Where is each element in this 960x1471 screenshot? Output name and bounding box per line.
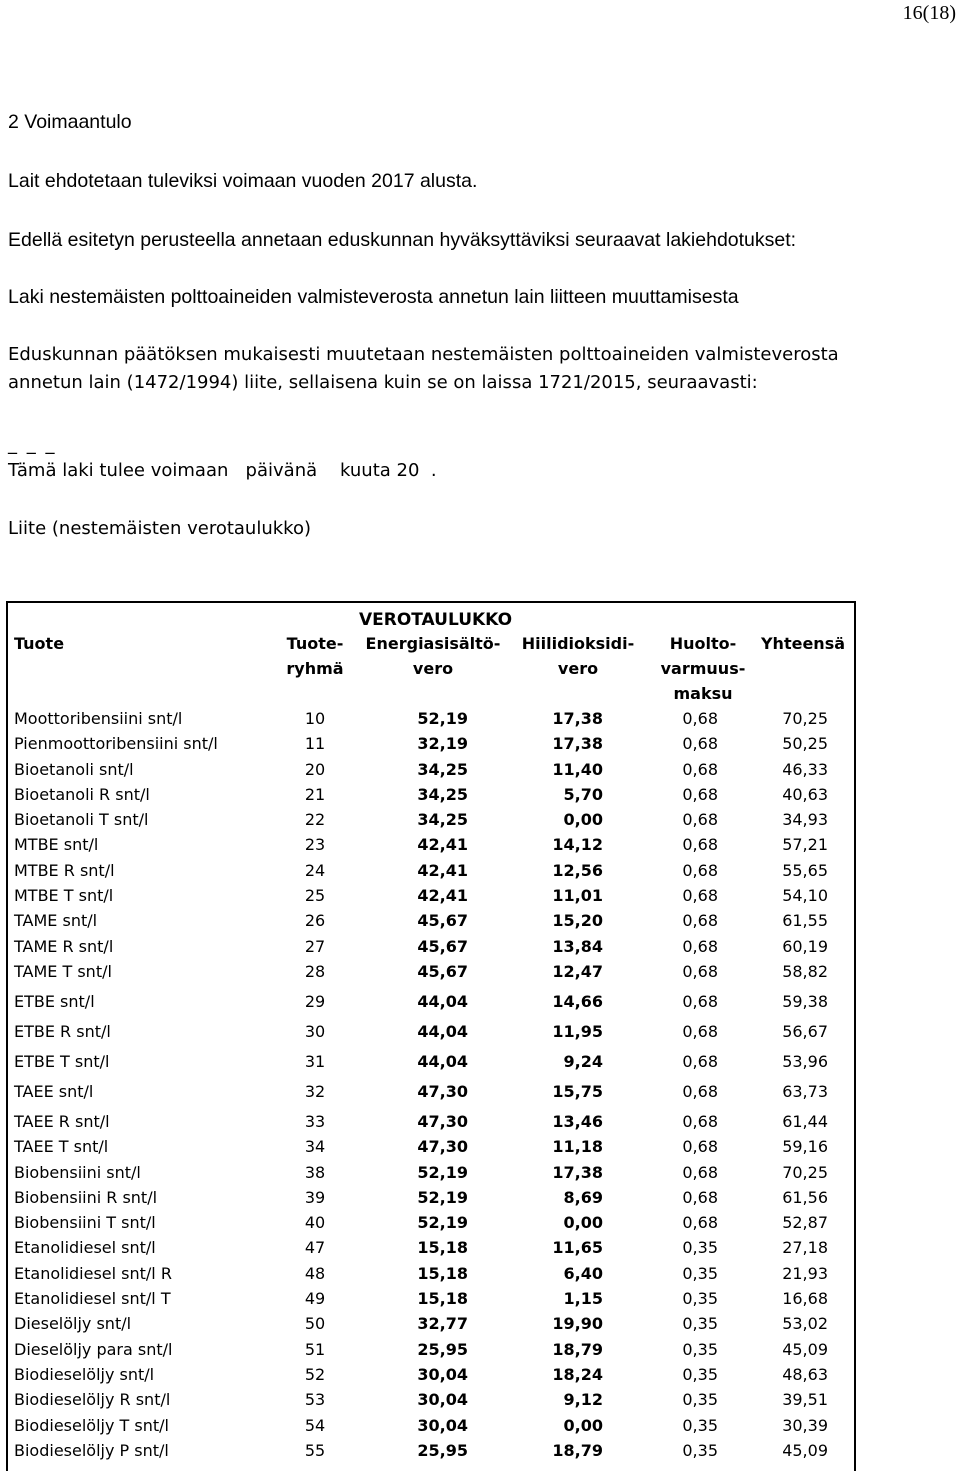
co2-tax-cell: 15,75 bbox=[552, 1082, 603, 1101]
total-cell: 59,16 bbox=[782, 1137, 828, 1156]
group-cell: 20 bbox=[304, 760, 326, 779]
total-cell: 53,02 bbox=[782, 1314, 828, 1333]
group-cell: 50 bbox=[304, 1314, 326, 1333]
supply-fee-cell: 0,68 bbox=[682, 709, 718, 728]
table-row bbox=[8, 1110, 858, 1134]
co2-tax-cell: 11,40 bbox=[552, 760, 603, 779]
product-cell: Biobensiini T snt/l bbox=[14, 1213, 156, 1232]
co2-tax-cell: 9,12 bbox=[563, 1390, 603, 1409]
supply-fee-cell: 0,68 bbox=[682, 937, 718, 956]
group-cell: 40 bbox=[304, 1213, 326, 1232]
total-cell: 30,39 bbox=[782, 1416, 828, 1435]
total-cell: 50,25 bbox=[782, 734, 828, 753]
energy-tax-cell: 45,67 bbox=[417, 962, 468, 981]
energy-tax-cell: 15,18 bbox=[417, 1238, 468, 1257]
energy-tax-cell: 15,18 bbox=[417, 1289, 468, 1308]
product-cell: TAME T snt/l bbox=[14, 962, 112, 981]
table-row bbox=[8, 909, 858, 933]
energy-tax-cell: 47,30 bbox=[417, 1137, 468, 1156]
co2-tax-cell: 0,00 bbox=[563, 1416, 603, 1435]
supply-fee-cell: 0,68 bbox=[682, 992, 718, 1011]
product-cell: Etanolidiesel snt/l R bbox=[14, 1264, 172, 1283]
product-cell: Etanolidiesel snt/l bbox=[14, 1238, 156, 1257]
energy-tax-cell: 32,19 bbox=[417, 734, 468, 753]
co2-tax-cell: 8,69 bbox=[563, 1188, 603, 1207]
product-cell: TAME R snt/l bbox=[14, 937, 114, 956]
product-cell: MTBE T snt/l bbox=[14, 886, 114, 905]
table-row bbox=[8, 1439, 858, 1463]
co2-tax-cell: 9,24 bbox=[563, 1052, 603, 1071]
table-row bbox=[8, 783, 858, 807]
product-cell: Dieselöljy snt/l bbox=[14, 1314, 132, 1333]
supply-fee-cell: 0,68 bbox=[682, 1052, 718, 1071]
group-cell: 28 bbox=[304, 962, 326, 981]
table-row bbox=[8, 1414, 858, 1438]
header-product: Tuote bbox=[14, 634, 65, 653]
product-cell: TAEE snt/l bbox=[14, 1082, 94, 1101]
supply-fee-cell: 0,35 bbox=[682, 1314, 718, 1333]
total-cell: 53,96 bbox=[782, 1052, 828, 1071]
energy-tax-cell: 32,77 bbox=[417, 1314, 468, 1333]
product-cell: Etanolidiesel snt/l T bbox=[14, 1289, 171, 1308]
supply-fee-cell: 0,68 bbox=[682, 861, 718, 880]
group-cell: 54 bbox=[304, 1416, 326, 1435]
table-title: VEROTAULUKKO bbox=[358, 610, 513, 630]
table-row bbox=[8, 990, 858, 1014]
product-cell: Biodieselöljy snt/l bbox=[14, 1365, 155, 1384]
total-cell: 27,18 bbox=[782, 1238, 828, 1257]
co2-tax-cell: 0,00 bbox=[563, 810, 603, 829]
header-supply-line-2: varmuus- bbox=[660, 659, 746, 678]
product-cell: Bioetanoli snt/l bbox=[14, 760, 134, 779]
entry-into-force: Tämä laki tulee voimaan päivänä kuuta 20 . bbox=[8, 460, 437, 481]
table-row bbox=[8, 1186, 858, 1210]
co2-tax-cell: 17,38 bbox=[552, 734, 603, 753]
total-cell: 70,25 bbox=[782, 709, 828, 728]
co2-tax-cell: 18,79 bbox=[552, 1441, 603, 1460]
energy-tax-cell: 34,25 bbox=[417, 785, 468, 804]
table-row bbox=[8, 707, 858, 731]
product-cell: TAEE R snt/l bbox=[14, 1112, 110, 1131]
energy-tax-cell: 34,25 bbox=[417, 810, 468, 829]
energy-tax-cell: 44,04 bbox=[417, 992, 468, 1011]
total-cell: 48,63 bbox=[782, 1365, 828, 1384]
total-cell: 16,68 bbox=[782, 1289, 828, 1308]
energy-tax-cell: 42,41 bbox=[417, 861, 468, 880]
product-cell: ETBE snt/l bbox=[14, 992, 95, 1011]
section-heading: 2 Voimaantulo bbox=[8, 111, 132, 133]
co2-tax-cell: 11,01 bbox=[552, 886, 603, 905]
table-row bbox=[8, 1211, 858, 1235]
law-title: Laki nestemäisten polttoaineiden valmisteverosta annetun lain liitteen muuttamisesta bbox=[8, 286, 739, 308]
supply-fee-cell: 0,68 bbox=[682, 810, 718, 829]
separator: _ _ _ bbox=[8, 434, 57, 455]
header-co2-line-1: Hiilidioksidi- bbox=[521, 634, 635, 653]
total-cell: 56,67 bbox=[782, 1022, 828, 1041]
table-row bbox=[8, 935, 858, 959]
group-cell: 55 bbox=[304, 1441, 326, 1460]
header-supply-line-1: Huolto- bbox=[669, 634, 737, 653]
energy-tax-cell: 42,41 bbox=[417, 835, 468, 854]
total-cell: 59,38 bbox=[782, 992, 828, 1011]
table-row bbox=[8, 732, 858, 756]
total-cell: 63,73 bbox=[782, 1082, 828, 1101]
energy-tax-cell: 52,19 bbox=[417, 709, 468, 728]
product-cell: Bioetanoli R snt/l bbox=[14, 785, 150, 804]
supply-fee-cell: 0,68 bbox=[682, 1137, 718, 1156]
product-cell: Dieselöljy para snt/l bbox=[14, 1340, 173, 1359]
product-cell: ETBE T snt/l bbox=[14, 1052, 110, 1071]
table-row bbox=[8, 1020, 858, 1044]
co2-tax-cell: 12,47 bbox=[552, 962, 603, 981]
energy-tax-cell: 47,30 bbox=[417, 1082, 468, 1101]
table-row bbox=[8, 758, 858, 782]
co2-tax-cell: 18,79 bbox=[552, 1340, 603, 1359]
total-cell: 61,55 bbox=[782, 911, 828, 930]
total-cell: 52,87 bbox=[782, 1213, 828, 1232]
co2-tax-cell: 11,65 bbox=[552, 1238, 603, 1257]
co2-tax-cell: 14,66 bbox=[552, 992, 603, 1011]
group-cell: 21 bbox=[304, 785, 326, 804]
co2-tax-cell: 1,15 bbox=[563, 1289, 603, 1308]
co2-tax-cell: 17,38 bbox=[552, 709, 603, 728]
group-cell: 26 bbox=[304, 911, 326, 930]
group-cell: 39 bbox=[304, 1188, 326, 1207]
group-cell: 29 bbox=[304, 992, 326, 1011]
decision-paragraph-line-1: Eduskunnan päätöksen mukaisesti muutetaan nestemäisten polttoaineiden valmisteverosta bbox=[8, 344, 839, 365]
product-cell: TAEE T snt/l bbox=[14, 1137, 109, 1156]
table-row bbox=[8, 1262, 858, 1286]
supply-fee-cell: 0,35 bbox=[682, 1340, 718, 1359]
table-row bbox=[8, 1050, 858, 1074]
supply-fee-cell: 0,35 bbox=[682, 1264, 718, 1283]
supply-fee-cell: 0,68 bbox=[682, 1022, 718, 1041]
supply-fee-cell: 0,68 bbox=[682, 760, 718, 779]
product-cell: TAME snt/l bbox=[14, 911, 98, 930]
supply-fee-cell: 0,68 bbox=[682, 1163, 718, 1182]
co2-tax-cell: 6,40 bbox=[563, 1264, 603, 1283]
group-cell: 38 bbox=[304, 1163, 326, 1182]
table-row bbox=[8, 1312, 858, 1336]
co2-tax-cell: 19,90 bbox=[552, 1314, 603, 1333]
total-cell: 45,09 bbox=[782, 1441, 828, 1460]
group-cell: 11 bbox=[304, 734, 326, 753]
table-row bbox=[8, 1363, 858, 1387]
product-cell: Moottoribensiini snt/l bbox=[14, 709, 183, 728]
energy-tax-cell: 45,67 bbox=[417, 911, 468, 930]
energy-tax-cell: 42,41 bbox=[417, 886, 468, 905]
total-cell: 55,65 bbox=[782, 861, 828, 880]
product-cell: MTBE R snt/l bbox=[14, 861, 115, 880]
group-cell: 32 bbox=[304, 1082, 326, 1101]
total-cell: 39,51 bbox=[782, 1390, 828, 1409]
supply-fee-cell: 0,68 bbox=[682, 911, 718, 930]
total-cell: 70,25 bbox=[782, 1163, 828, 1182]
supply-fee-cell: 0,35 bbox=[682, 1365, 718, 1384]
supply-fee-cell: 0,68 bbox=[682, 1188, 718, 1207]
total-cell: 60,19 bbox=[782, 937, 828, 956]
supply-fee-cell: 0,35 bbox=[682, 1441, 718, 1460]
energy-tax-cell: 44,04 bbox=[417, 1022, 468, 1041]
total-cell: 57,21 bbox=[782, 835, 828, 854]
group-cell: 49 bbox=[304, 1289, 326, 1308]
header-total: Yhteensä bbox=[760, 634, 846, 653]
table-row bbox=[8, 960, 858, 984]
co2-tax-cell: 15,20 bbox=[552, 911, 603, 930]
appendix-title: Liite (nestemäisten verotaulukko) bbox=[8, 518, 311, 539]
table-row bbox=[8, 859, 858, 883]
total-cell: 46,33 bbox=[782, 760, 828, 779]
group-cell: 53 bbox=[304, 1390, 326, 1409]
group-cell: 24 bbox=[304, 861, 326, 880]
tax-table bbox=[6, 601, 856, 1471]
supply-fee-cell: 0,68 bbox=[682, 886, 718, 905]
header-supply-line-3: maksu bbox=[673, 684, 733, 703]
table-row bbox=[8, 1135, 858, 1159]
group-cell: 34 bbox=[304, 1137, 326, 1156]
energy-tax-cell: 34,25 bbox=[417, 760, 468, 779]
table-row bbox=[8, 833, 858, 857]
energy-tax-cell: 52,19 bbox=[417, 1188, 468, 1207]
table-row bbox=[8, 1338, 858, 1362]
total-cell: 58,82 bbox=[782, 962, 828, 981]
group-cell: 51 bbox=[304, 1340, 326, 1359]
energy-tax-cell: 15,18 bbox=[417, 1264, 468, 1283]
product-cell: Biodieselöljy P snt/l bbox=[14, 1441, 169, 1460]
supply-fee-cell: 0,68 bbox=[682, 1082, 718, 1101]
energy-tax-cell: 47,30 bbox=[417, 1112, 468, 1131]
co2-tax-cell: 5,70 bbox=[563, 785, 603, 804]
energy-tax-cell: 25,95 bbox=[417, 1340, 468, 1359]
supply-fee-cell: 0,68 bbox=[682, 734, 718, 753]
supply-fee-cell: 0,68 bbox=[682, 835, 718, 854]
header-group-line-2: ryhmä bbox=[286, 659, 344, 678]
energy-tax-cell: 52,19 bbox=[417, 1163, 468, 1182]
group-cell: 25 bbox=[304, 886, 326, 905]
co2-tax-cell: 17,38 bbox=[552, 1163, 603, 1182]
group-cell: 47 bbox=[304, 1238, 326, 1257]
supply-fee-cell: 0,35 bbox=[682, 1416, 718, 1435]
header-group-line-1: Tuote- bbox=[286, 634, 344, 653]
co2-tax-cell: 18,24 bbox=[552, 1365, 603, 1384]
supply-fee-cell: 0,68 bbox=[682, 1112, 718, 1131]
total-cell: 61,44 bbox=[782, 1112, 828, 1131]
page-number: 16(18) bbox=[902, 2, 956, 24]
table-row bbox=[8, 1287, 858, 1311]
co2-tax-cell: 12,56 bbox=[552, 861, 603, 880]
product-cell: ETBE R snt/l bbox=[14, 1022, 111, 1041]
energy-tax-cell: 30,04 bbox=[417, 1390, 468, 1409]
effective-paragraph: Lait ehdotetaan tuleviksi voimaan vuoden 2017 alusta. bbox=[8, 170, 478, 192]
supply-fee-cell: 0,68 bbox=[682, 1213, 718, 1232]
supply-fee-cell: 0,35 bbox=[682, 1289, 718, 1308]
table-row bbox=[8, 1080, 858, 1104]
header-energy-line-2: vero bbox=[412, 659, 454, 678]
group-cell: 10 bbox=[304, 709, 326, 728]
group-cell: 52 bbox=[304, 1365, 326, 1384]
total-cell: 34,93 bbox=[782, 810, 828, 829]
energy-tax-cell: 45,67 bbox=[417, 937, 468, 956]
supply-fee-cell: 0,35 bbox=[682, 1238, 718, 1257]
energy-tax-cell: 30,04 bbox=[417, 1365, 468, 1384]
table-row bbox=[8, 1388, 858, 1412]
energy-tax-cell: 44,04 bbox=[417, 1052, 468, 1071]
table-row bbox=[8, 884, 858, 908]
co2-tax-cell: 13,46 bbox=[552, 1112, 603, 1131]
product-cell: Biobensiini R snt/l bbox=[14, 1188, 158, 1207]
total-cell: 45,09 bbox=[782, 1340, 828, 1359]
energy-tax-cell: 52,19 bbox=[417, 1213, 468, 1232]
total-cell: 61,56 bbox=[782, 1188, 828, 1207]
supply-fee-cell: 0,68 bbox=[682, 962, 718, 981]
energy-tax-cell: 30,04 bbox=[417, 1416, 468, 1435]
header-energy-line-1: Energiasisältö- bbox=[365, 634, 501, 653]
co2-tax-cell: 13,84 bbox=[552, 937, 603, 956]
decision-paragraph-line-2: annetun lain (1472/1994) liite, sellaisena kuin se on laissa 1721/2015, seuraavasti: bbox=[8, 372, 758, 393]
co2-tax-cell: 11,95 bbox=[552, 1022, 603, 1041]
co2-tax-cell: 0,00 bbox=[563, 1213, 603, 1232]
product-cell: Bioetanoli T snt/l bbox=[14, 810, 149, 829]
table-row bbox=[8, 1161, 858, 1185]
total-cell: 54,10 bbox=[782, 886, 828, 905]
total-cell: 21,93 bbox=[782, 1264, 828, 1283]
energy-tax-cell: 25,95 bbox=[417, 1441, 468, 1460]
header-co2-line-2: vero bbox=[557, 659, 599, 678]
co2-tax-cell: 11,18 bbox=[552, 1137, 603, 1156]
group-cell: 48 bbox=[304, 1264, 326, 1283]
group-cell: 22 bbox=[304, 810, 326, 829]
product-cell: Biodieselöljy R snt/l bbox=[14, 1390, 171, 1409]
product-cell: Biodieselöljy T snt/l bbox=[14, 1416, 169, 1435]
group-cell: 33 bbox=[304, 1112, 326, 1131]
proposals-paragraph: Edellä esitetyn perusteella annetaan eduskunnan hyväksyttäviksi seuraavat lakiehdotukset: bbox=[8, 229, 797, 251]
supply-fee-cell: 0,35 bbox=[682, 1390, 718, 1409]
product-cell: Pienmoottoribensiini snt/l bbox=[14, 734, 218, 753]
table-row bbox=[8, 1236, 858, 1260]
group-cell: 23 bbox=[304, 835, 326, 854]
co2-tax-cell: 14,12 bbox=[552, 835, 603, 854]
total-cell: 40,63 bbox=[782, 785, 828, 804]
group-cell: 31 bbox=[304, 1052, 326, 1071]
table-row bbox=[8, 808, 858, 832]
product-cell: MTBE snt/l bbox=[14, 835, 99, 854]
product-cell: Biobensiini snt/l bbox=[14, 1163, 141, 1182]
supply-fee-cell: 0,68 bbox=[682, 785, 718, 804]
group-cell: 30 bbox=[304, 1022, 326, 1041]
group-cell: 27 bbox=[304, 937, 326, 956]
